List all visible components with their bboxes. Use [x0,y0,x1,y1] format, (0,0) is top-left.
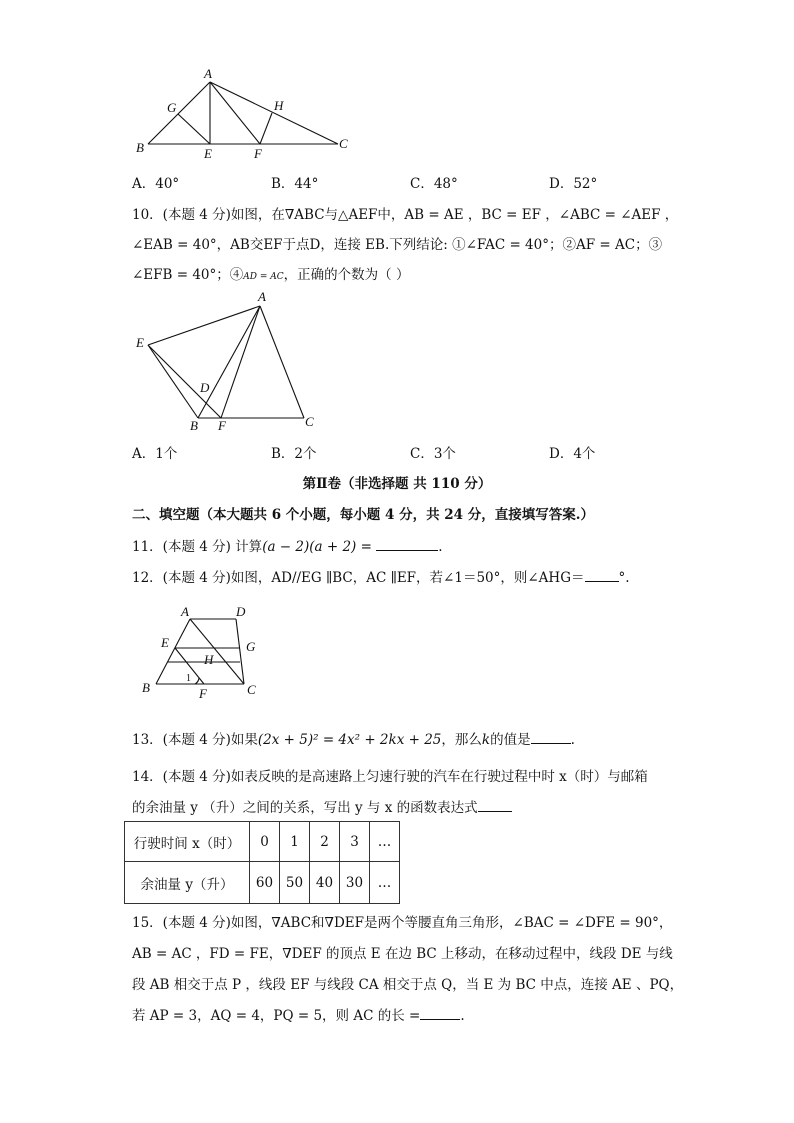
q11-expr: (a − 2)(a + 2) = [262,539,372,555]
q10-line3-small: AD = AC [243,272,284,282]
q10-label-c: C [305,414,314,429]
q14-line2 [132,796,512,816]
q10-line-ac [260,306,304,418]
q10-option-c[interactable]: C．3个 [410,446,456,462]
q10-line3-a: ∠EFB = 40°；④ [132,267,244,283]
q14-cell: 60 [250,862,280,904]
q10-line-ef [148,345,221,418]
q15-line4-a: 若 AP = 3，AQ = 4，PQ = 5，则 AC 的长 = [132,1008,421,1024]
q12-label-c: C [247,682,256,697]
q12-label-1: 1 [186,673,191,684]
q10-label-a: A [258,290,266,304]
q12-line-dc [236,619,244,684]
q10-line1: 10．(本题 4 分)如图，在∇ABC与△AEF中，AB = AE ，BC = EF ，∠ABC = ∠AEF ， [132,207,679,223]
q10-figure [132,290,332,435]
q14-row-header: 余油量 y（升） [125,862,250,904]
q12-label-g: G [246,639,256,654]
q12-text-a: 12．(本题 4 分)如图，AD//EG ∥BC，AC ∥EF，若∠1＝50°，则∠AHG＝ [132,570,585,586]
q10-label-d: D [200,380,210,395]
q10-option-d[interactable]: D．4个 [549,446,596,462]
q12-line-ac [190,619,244,684]
q10-line3 [132,263,409,283]
q9-line-fh [260,113,272,144]
q15-line4 [132,1004,465,1024]
q14-cell: 2 [310,822,340,862]
q10-line-ab [198,306,260,418]
q9-line-af [210,82,260,144]
q14-table-row-fuel [125,862,400,904]
q14-cell: … [370,822,400,862]
q15-answer-blank[interactable] [420,1019,460,1020]
q9-label-g: G [167,100,177,115]
q14-cell: 40 [310,862,340,904]
q9-option-d[interactable]: D．52° [549,176,598,192]
q12-label-b: B [142,680,150,695]
q14-cell: 1 [280,822,310,862]
q10-option-a[interactable]: A．1个 [132,446,178,462]
q12-figure [132,600,272,700]
q11-text-a: 11．(本题 4 分) 计算 [132,539,263,555]
q14-cell: 50 [280,862,310,904]
q10-label-b: B [190,418,198,433]
q13-text-b: ，那么 [441,732,482,748]
q15-line2: AB = AC ，FD = FE，∇DEF 的顶点 E 在边 BC 上移动，在移动过程中，线段 DE 与线 [132,946,673,962]
q13-text-c: 的值是 [490,732,531,748]
q14-table [124,821,400,904]
q10-label-f: F [218,418,226,433]
q9-option-c[interactable]: C．48° [410,176,458,192]
q9-label-f: F [254,146,262,161]
q14-line2-text: 的余油量 y （升）之间的关系，写出 y 与 x 的函数表达式 [132,800,478,816]
q10-line2: ∠EAB = 40°，AB交EF于点D，连接 EB.下列结论: ①∠FAC = 40°；②AF = AC；③ [132,237,663,253]
q14-line1: 14．(本题 4 分)如表反映的是高速路上匀速行驶的汽车在行驶过程中时 x（时）与邮箱 [132,769,648,785]
q10-option-b[interactable]: B．2个 [271,446,317,462]
q10-line-eb [148,345,198,418]
q10-line-af [221,306,260,418]
q14-cell: 0 [250,822,280,862]
q9-figure [130,64,360,164]
q12-label-f: F [199,686,207,700]
q12-angle-1-arc [195,678,199,684]
q12-label-a: A [181,604,189,619]
q9-line-ge [178,114,210,144]
q13-text-d: . [570,732,575,748]
q10-label-e: E [136,335,144,350]
q12-label-d: D [236,604,246,619]
q12-text-b: °. [618,570,630,586]
q12-answer-blank[interactable] [585,581,619,582]
q9-label-h: H [274,98,284,113]
q12-label-e: E [161,635,169,650]
section2-heading: 二、填空题（本大题共 6 个小题，每小题 4 分，共 24 分，直接填写答案.） [132,507,594,523]
section2-title: 第Ⅱ卷（非选择题 共 110 分） [302,476,492,492]
q9-option-b[interactable]: B．44° [271,176,319,192]
q9-label-e: E [204,146,212,161]
q14-answer-blank[interactable] [478,811,512,812]
q14-table-row-time [125,822,400,862]
q9-label-a: A [204,66,212,81]
q13-answer-blank[interactable] [531,743,571,744]
q9-line-ac [210,82,338,144]
q13-k: k [481,732,491,748]
q9-label-b: B [136,140,144,155]
q9-label-c: C [339,136,348,151]
q12-line [132,566,630,586]
q14-row-header: 行驶时间 x（时） [125,822,250,862]
q10-line3-b: ，正确的个数为（ ） [283,267,410,283]
q13-line [132,728,575,748]
q11-line [132,535,443,555]
q11-text-b: . [438,539,443,555]
q12-line-ab [156,619,190,684]
q10-line-ea [148,306,260,345]
q12-label-h: H [204,652,214,667]
q15-line1: 15．(本题 4 分)如图，∇ABC和∇DEF是两个等腰直角三角形，∠BAC = ∠DFE = 90°， [132,915,673,931]
q14-cell: 3 [340,822,370,862]
q13-text-a: 13．(本题 4 分)如果 [132,732,258,748]
q15-line3: 段 AB 相交于点 P ，线段 EF 与线段 CA 相交于点 Q，当 E 为 BC 中点，连接 AE 、PQ， [132,977,684,993]
q11-answer-blank[interactable] [376,550,438,551]
q14-cell: 30 [340,862,370,904]
q9-option-a[interactable]: A．40° [132,176,180,192]
q13-expr: (2x + 5)² = 4x² + 2kx + 25 [257,732,442,748]
q15-line4-b: . [460,1008,465,1024]
q14-cell: … [370,862,400,904]
